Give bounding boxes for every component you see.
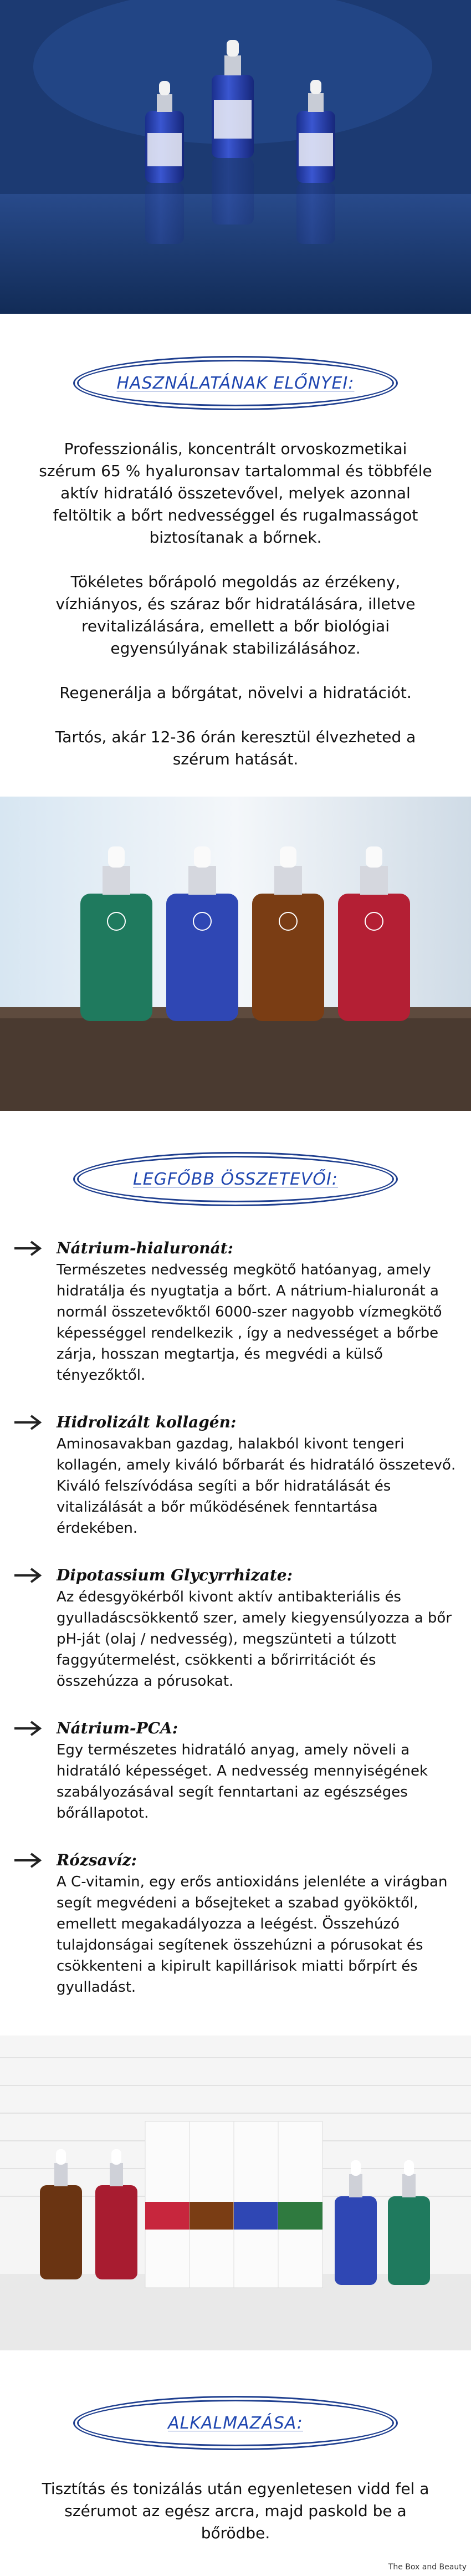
benefits-text xyxy=(33,438,438,793)
box-tea-tree xyxy=(278,2121,322,2288)
box-hyaluronic xyxy=(234,2121,278,2288)
ingredient-description: Aminosavakban gazdag, halakból kivont tengeri kollagén, amely kiváló bőrbarát és hidratáló összetevő. Kiváló felszívódása segíti a bőr hidratálását és vitalizálását a bőr működésének fenntartása érdekében. xyxy=(57,1436,456,1537)
ingredient-description: Természetes nedvesség megkötő hatóanyag, amely hidratálja és nyugtatja a bőrt. A nátrium-hialuronát a normál összetevőktől 6000-szer nagyobb vízmegkötő képességgel rendelkezik , így a nedvességet a bőrbe zárja, hosszan megtartja, és megvédi a külső tényezőktől. xyxy=(57,1262,442,1384)
usage-heading: ALKALMAZÁSA: xyxy=(168,2413,303,2433)
ingredient-title: Rózsavíz: xyxy=(57,1851,137,1869)
ingredient-title: Dipotassium Glycyrrhizate: xyxy=(57,1566,293,1584)
arrow-right-icon xyxy=(13,1852,42,1869)
usage-text xyxy=(33,2478,438,2567)
benefits-paragraph: Tartós, akár 12-36 órán keresztül élvezheted a szérum hatását. xyxy=(55,728,416,768)
benefits-paragraph: Regenerálja a bőrgátat, növelvi a hidratációt. xyxy=(59,683,412,702)
middle-product-photo xyxy=(0,797,471,1111)
list-item xyxy=(13,1411,457,1539)
ingredients-list xyxy=(13,1237,457,2023)
ingredient-description: Az édesgyökérből kivont aktív antibakteriális és gyulladáscsökkentő szer, amely kiegyensúlyozza a bőr pH-ját (olaj / nedvesség), megszünteti a túlzott faggyútermelést, csökkenti a bőrirritációt és összehúzza a pórusokat. xyxy=(57,1589,452,1690)
ingredient-title: Hidrolizált kollagén: xyxy=(57,1413,237,1431)
ingredient-title: Nátrium-hialuronát: xyxy=(57,1239,233,1257)
benefits-paragraph: Professzionális, koncentrált orvoskozmetikai szérum 65 % hyaluronsav tartalommal és többféle aktív hidratáló összetevővel, melyek azonnal feltöltik a bőrt nedvességgel és rugalmasságot biztosítanak a bőrnek. xyxy=(39,440,432,547)
list-item xyxy=(13,1717,457,1824)
top-product-photo xyxy=(0,0,471,314)
ingredients-heading: LEGFŐBB ÖSSZETEVŐI: xyxy=(133,1169,338,1189)
middle-photo-illustration xyxy=(0,797,471,1111)
arrow-right-icon xyxy=(13,1720,42,1737)
benefits-heading: HASZNÁLATÁNAK ELŐNYEI: xyxy=(116,373,355,393)
usage-heading-pill xyxy=(73,2396,398,2450)
ingredient-description: A C-vitamin, egy erős antioxidáns jelenléte a virágban segít megvédeni a bősejteket a szabad gyököktől, emellett megakadályozza a leégést. Összehúzó tulajdonságai segítenek összehúzni a pórusokat és csökkenteni a kipirult kapillárisok miatti bőrpírt és gyulladást. xyxy=(57,1874,448,1996)
ingredients-heading-pill xyxy=(73,1152,398,1206)
box-vitamin-c xyxy=(190,2121,234,2288)
footer-credit: The Box and Beauty xyxy=(388,2563,467,2572)
usage-paragraph: Tisztítás és tonizálás után egyenletesen vidd fel a szérumot az egész arcra, majd paskold be a bőrödbe. xyxy=(42,2480,429,2542)
arrow-right-icon xyxy=(13,1567,42,1584)
bottom-photo-illustration xyxy=(0,2036,471,2350)
benefits-heading-pill xyxy=(73,356,398,410)
arrow-right-icon xyxy=(13,1240,42,1257)
ingredient-title: Nátrium-PCA: xyxy=(57,1719,178,1737)
top-photo-illustration xyxy=(0,0,471,314)
arrow-right-icon xyxy=(13,1414,42,1431)
benefits-paragraph: Tökéletes bőrápoló megoldás az érzékeny, vízhiányos, és száraz bőr hidratálására, illetve revitalizálására, emellett a bőr biológiai egyensúlyának stabilizálásához. xyxy=(55,573,416,657)
box-chamomile xyxy=(145,2121,190,2288)
bottom-product-photo xyxy=(0,2036,471,2350)
list-item xyxy=(13,1849,457,1998)
list-item xyxy=(13,1237,457,1386)
ingredient-description: Egy természetes hidratáló anyag, amely növeli a hidratáló képességet. A nedvesség mennyiségének szabályozásával segít fenntartani az egészséges bőrállapotot. xyxy=(57,1742,428,1822)
list-item xyxy=(13,1564,457,1692)
